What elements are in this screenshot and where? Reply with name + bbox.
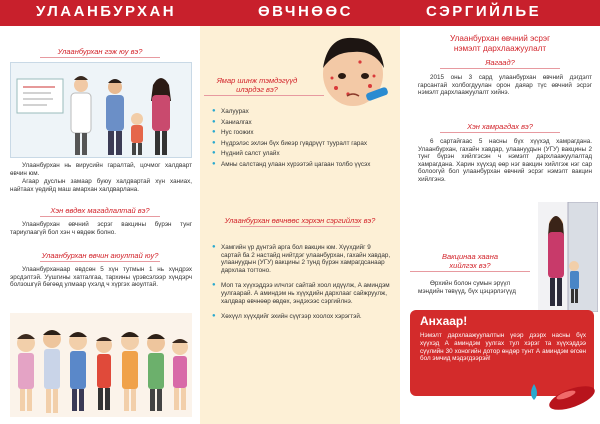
question-is-measles-dangerous: Улаанбурхан өвчин аюултай юу? xyxy=(0,251,200,262)
banner-word-disease: ӨВЧНӨӨС xyxy=(258,3,353,20)
children-illustration xyxy=(10,313,192,417)
banner-word-prevent: СЭРГИЙЛЬЕ xyxy=(426,3,542,20)
what-is-measles-text-2: Агаар дуслын замаар буюу халдвартай хүн ханиах, найтаах үедийд маш амархан халдварлана. xyxy=(10,178,192,193)
symptoms-question-text: Ямар шинж тэмдэгүүд илэрдэг вэ? xyxy=(216,76,298,94)
alert-text: Нэмэлт дархлаажуулалтын үеэр дээрх насны бүх хүүхэд А аминдэм уулгах тул хэрэг та хүүхэддээ сүүлийн 30 хоногийн дотор өндөр тунт А аминдэм өгсөн бол эмчид мэдэгдээрэй! xyxy=(420,332,586,363)
sick-child-illustration xyxy=(308,32,398,120)
what-is-measles-text-1: Улаанбурхан нь вирусийн гаралтай, цочмог халдварт өвчин юм. xyxy=(10,162,192,177)
campaign-title-line-1: Улаанбурхан өвчний эсрэг xyxy=(449,34,551,43)
question-who-participates: Хэн хамрагдах вэ? xyxy=(400,122,600,133)
question-symptoms xyxy=(204,76,310,96)
question-what-is-measles: Улаанбурхан гэж юу вэ? xyxy=(0,47,200,58)
sick-child-drawing xyxy=(308,32,398,120)
doctor-family-drawing xyxy=(11,63,192,158)
question-where-vaccinate xyxy=(400,252,540,272)
children-drawing xyxy=(10,313,192,417)
who-participates-text: 6 сартайгаас 5 насны бүх хүүхэд хамрагдана. Улаанбурхан, гахайн хавдар, улаануудын (УГУ) вакцины 2 тунг бүрэн хийлгэсэн ч нэмэлт дархлаажуулалтад хамрагдана. Харин хүүхэд өөр нэг вакцин хийлгэж нэг сар болоогүй бол улаанбурхан өвчний эсрэг нэмэлт вакцин хийлгэнэ. xyxy=(418,138,592,183)
list-item: ● Хөхүүл хүүхдийг эхийн сүүгээр хоолох хэрэгтэй. xyxy=(212,313,392,321)
supplementary-campaign-title xyxy=(400,34,600,53)
alert-title: Анхаар! xyxy=(420,314,468,328)
symptoms-list xyxy=(212,108,392,172)
list-item: ● Нүдний салст улайх xyxy=(212,150,392,158)
mother-child-drawing xyxy=(538,202,598,312)
vitamin-capsule-illustration xyxy=(520,376,598,420)
campaign-title-line-2: нэмэлт дархлаажуулалт xyxy=(453,43,547,53)
question-how-to-prevent: Улаанбурхан өвчнөөс хэрхэн сэргийлэх вэ? xyxy=(200,216,400,227)
vitamin-capsule-drawing xyxy=(520,376,598,420)
question-who-can-get-sick: Хэн өвдөх магадлалтай вэ? xyxy=(0,206,200,217)
who-can-get-sick-text: Улаанбурхан өвчний эсрэг вакцины бүрэн тунг тариулаагүй бол хэн ч өвдөж болно. xyxy=(10,221,192,236)
list-item: ● Хамгийн үр дүнтэй арга бол вакцин юм. Хүүхдийг 9 сартай ба 2 настайд нийтдэг улаанбурхан, гахайн хавдар, улаануудын (УГУ) вакцины 2 тунд бүрэн хамрагдсанаар дархлаа тогтоно. xyxy=(212,244,392,274)
question-why: Яагаад? xyxy=(400,58,600,69)
list-item: ● Ханиалгах xyxy=(212,119,392,127)
where-question-line-1: Вакцинаа хаана xyxy=(441,252,499,261)
right-panel xyxy=(400,26,600,424)
where-vaccinate-text: Өрхийн болон сумын эрүүл мэндийн төвүүд, бүх цэцэрлэгүүд xyxy=(418,280,516,295)
banner-word-measles: УЛААНБУРХАН xyxy=(36,3,177,20)
left-panel xyxy=(0,26,200,424)
doctor-family-illustration xyxy=(10,62,192,158)
list-item: ● Амны салстанд улаан хүрээтэй цагаан толбо үүсэх xyxy=(212,161,392,169)
list-item: ● Нүдрэлэс эхлэн бүх биеэр гүвдрүүт тууралт гарах xyxy=(212,140,392,148)
mother-child-illustration xyxy=(538,202,598,312)
prevention-list xyxy=(212,244,392,324)
list-item: ● Моп та хүүхэддээ илчлэг сайтай хоол идүүлж, А аминдэм уулгаарай. А аминдэм нь хүүхдийн дархлааг сайжруулж, халдвар өвчнөөр өвдөх, эндэхээс сэргийлнэ. xyxy=(212,282,392,305)
why-text: 2015 оны 3 сард улаанбурхан өвчний дэгдэлт гарсантай холбогдуулан орон даяар түс өвчний эсрэг нэмэлт дархлаажуулалт хийнэ. xyxy=(418,74,592,97)
list-item: ● Нус гоожих xyxy=(212,129,392,137)
where-question-line-2: хийлгэх вэ? xyxy=(449,261,491,270)
middle-panel xyxy=(200,26,400,424)
is-dangerous-text: Улаанбурханаар өвдсөн 5 хүн тутмын 1 нь хүндрэх эрсдэлтэй. Уушгины хатгалгаа, тархины үрэвсэлээр хүндэрч болзошгүй бөгөөд улмаар үхэлд ч хүргэх аюултай. xyxy=(10,266,192,289)
list-item: ● Халуурах xyxy=(212,108,392,116)
header-banner xyxy=(0,0,600,26)
